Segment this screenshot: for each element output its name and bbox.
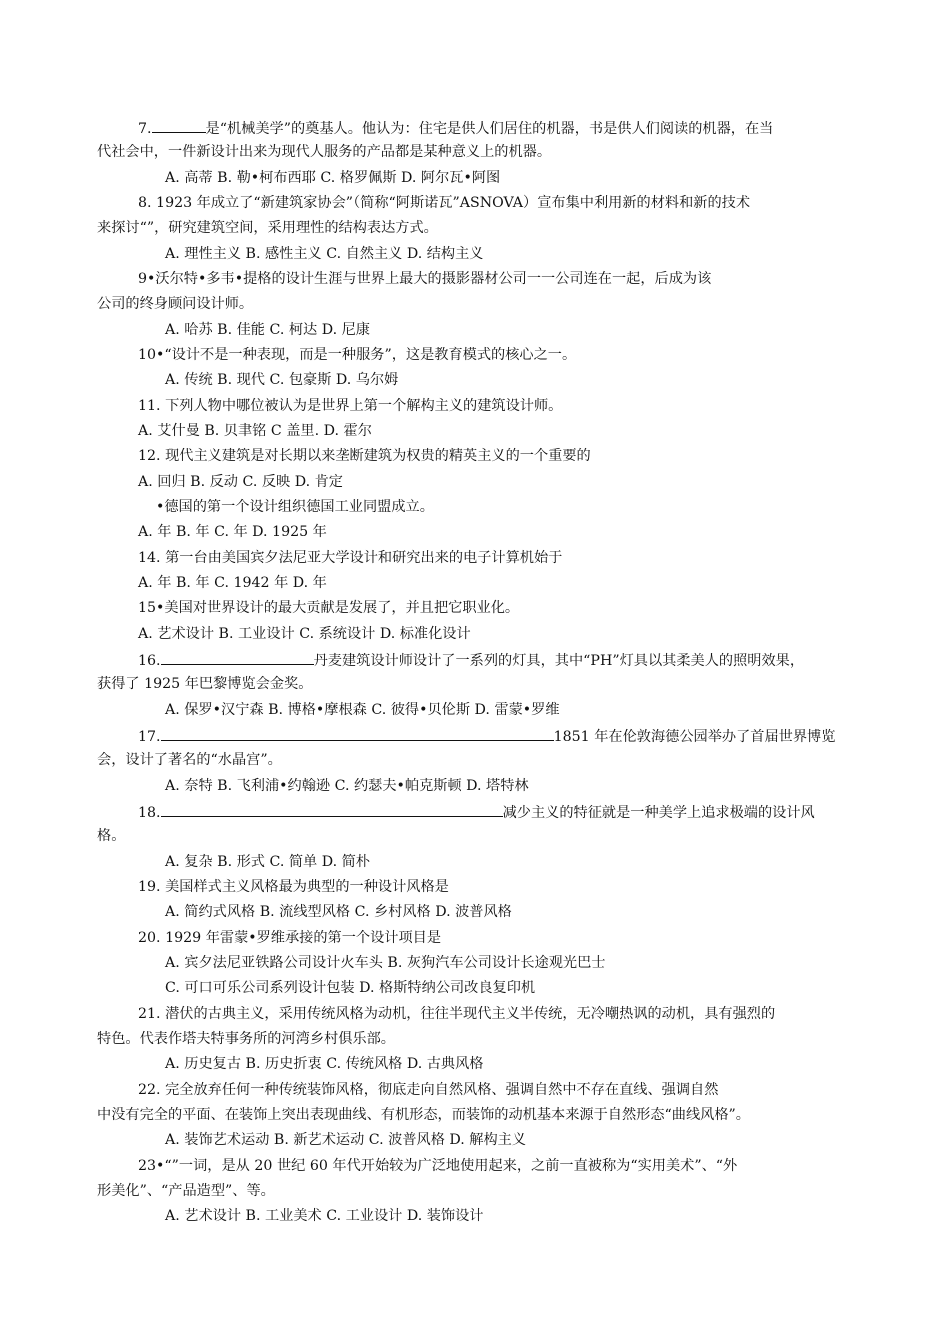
q18-text: 减少主义的特征就是一种美学上追求极端的设计风 bbox=[502, 805, 815, 821]
q11-line: 11. 下列人物中哪位被认为是世界上第一个解构主义的建筑设计师。 bbox=[138, 398, 563, 414]
q15-line: 15•美国对世界设计的最大贡献是发展了，并且把它职业化。 bbox=[138, 600, 520, 616]
q21-options: A. 历史复古 B. 历史折衷 C. 传统风格 D. 古典风格 bbox=[165, 1056, 484, 1072]
q23-line-2: 形美化”、“产品造型”、等。 bbox=[97, 1183, 275, 1199]
q13-line: •德国的第一个设计组织德国工业同盟成立。 bbox=[156, 499, 434, 515]
q21-line: 21. 潜伏的古典主义，采用传统风格为动机，往往半现代主义半传统，无冷嘲热讽的动机，具有强烈的 bbox=[138, 1006, 776, 1022]
q20-options-2: C. 可口可乐公司系列设计包装 D. 格斯特纳公司改良复印机 bbox=[165, 980, 536, 996]
q14-line: 14. 第一台由美国宾夕法尼亚大学设计和研究出来的电子计算机始于 bbox=[138, 550, 563, 566]
q22-line-2: 中没有完全的平面、在装饰上突出表现曲线、有机形态，而装饰的动机基本来源于自然形态“曲线风格”。 bbox=[97, 1107, 750, 1123]
q17-number: 17. bbox=[138, 729, 161, 745]
q17-line bbox=[138, 725, 835, 745]
q16-options: A. 保罗•汉宁森 B. 博格•摩根森 C. 彼得•贝伦斯 D. 雷蒙•罗维 bbox=[165, 702, 560, 718]
q10-line: 10•“设计不是一种表现，而是一种服务”，这是教育模式的核心之一。 bbox=[138, 347, 577, 363]
q9-options: A. 哈苏 B. 佳能 C. 柯达 D. 尼康 bbox=[165, 322, 370, 338]
q16-line-2: 获得了 1925 年巴黎博览会金奖。 bbox=[97, 676, 313, 692]
q8-line-2: 来探讨“”，研究建筑空间，采用理性的结构表达方式。 bbox=[97, 220, 438, 236]
q9-line-2: 公司的终身顾问设计师。 bbox=[97, 296, 254, 312]
q16-text: 丹麦建筑设计师设计了一系列的灯具，其中“PH”灯具以其柔美人的照明效果， bbox=[313, 653, 805, 669]
q23-line: 23•“”一词，是从 20 世纪 60 年代开始较为广泛地使用起来，之前一直被称为“实用美术”、“外 bbox=[138, 1158, 738, 1174]
q9-line: 9•沃尔特•多韦•提格的设计生涯与世界上最大的摄影器材公司一一公司连在一起，后成为该 bbox=[138, 271, 712, 287]
q8-options: A. 理性主义 B. 感性主义 C. 自然主义 D. 结构主义 bbox=[165, 246, 484, 262]
q15-options: A. 艺术设计 B. 工业设计 C. 系统设计 D. 标准化设计 bbox=[138, 626, 471, 642]
q12-options: A. 回归 B. 反动 C. 反映 D. 肯定 bbox=[138, 474, 343, 490]
q7-number: 7. bbox=[138, 121, 152, 137]
q18-options: A. 复杂 B. 形式 C. 简单 D. 简朴 bbox=[165, 854, 370, 870]
q16-line bbox=[138, 649, 804, 669]
q20-line: 20. 1929 年雷蒙•罗维承接的第一个设计项目是 bbox=[138, 930, 442, 946]
q18-number: 18. bbox=[138, 805, 161, 821]
q7-line-2: 代社会中，一件新设计出来为现代人服务的产品都是某种意义上的机器。 bbox=[97, 144, 552, 160]
q19-options: A. 简约式风格 B. 流线型风格 C. 乡村风格 D. 波普风格 bbox=[165, 904, 512, 920]
q13-options: A. 年 B. 年 C. 年 D. 1925 年 bbox=[138, 524, 327, 540]
q19-line: 19. 美国样式主义风格最为典型的一种设计风格是 bbox=[138, 879, 449, 895]
q16-answer-blank bbox=[161, 649, 314, 665]
q7-answer-blank bbox=[152, 117, 206, 133]
q18-line-2: 格。 bbox=[97, 828, 126, 844]
q18-answer-blank bbox=[161, 801, 503, 817]
q7-line bbox=[138, 117, 773, 137]
q20-options-1: A. 宾夕法尼亚铁路公司设计火车头 B. 灰狗汽车公司设计长途观光巴士 bbox=[165, 955, 606, 971]
q21-line-2: 特色。代表作塔夫特事务所的河湾乡村俱乐部。 bbox=[97, 1031, 395, 1047]
q11-options: A. 艾什曼 B. 贝聿铭 C 盖里. D. 霍尔 bbox=[138, 423, 372, 439]
q17-text: 1851 年在伦敦海德公园举办了首届世界博览 bbox=[553, 729, 836, 745]
q7-text: 是“机械美学”的奠基人。他认为：住宅是供人们居住的机器，书是供人们阅读的机器，在当 bbox=[205, 121, 774, 137]
q22-line: 22. 完全放弃任何一种传统装饰风格，彻底走向自然风格、强调自然中不存在直线、强调自然 bbox=[138, 1082, 719, 1098]
q17-answer-blank bbox=[161, 725, 554, 741]
q23-options: A. 艺术设计 B. 工业美术 C. 工业设计 D. 装饰设计 bbox=[165, 1208, 484, 1224]
q16-number: 16. bbox=[138, 653, 161, 669]
q17-options: A. 奈特 B. 飞利浦•约翰逊 C. 约瑟夫•帕克斯顿 D. 塔特林 bbox=[165, 778, 529, 794]
q14-options: A. 年 B. 年 C. 1942 年 D. 年 bbox=[138, 575, 327, 591]
q10-options: A. 传统 B. 现代 C. 包豪斯 D. 乌尔姆 bbox=[165, 372, 399, 388]
q8-line: 8. 1923 年成立了“新建筑家协会”（简称“阿斯诺瓦”ASNOVA）宣布集中利用新的材料和新的技术 bbox=[138, 195, 751, 211]
q12-line: 12. 现代主义建筑是对长期以来垄断建筑为权贵的精英主义的一个重要的 bbox=[138, 448, 591, 464]
q18-line bbox=[138, 801, 815, 821]
q22-options: A. 装饰艺术运动 B. 新艺术运动 C. 波普风格 D. 解构主义 bbox=[165, 1132, 527, 1148]
q7-options: A. 高蒂 B. 勒•柯布西耶 C. 格罗佩斯 D. 阿尔瓦•阿图 bbox=[165, 170, 501, 186]
q17-line-2: 会，设计了著名的“水晶宫”。 bbox=[97, 752, 282, 768]
